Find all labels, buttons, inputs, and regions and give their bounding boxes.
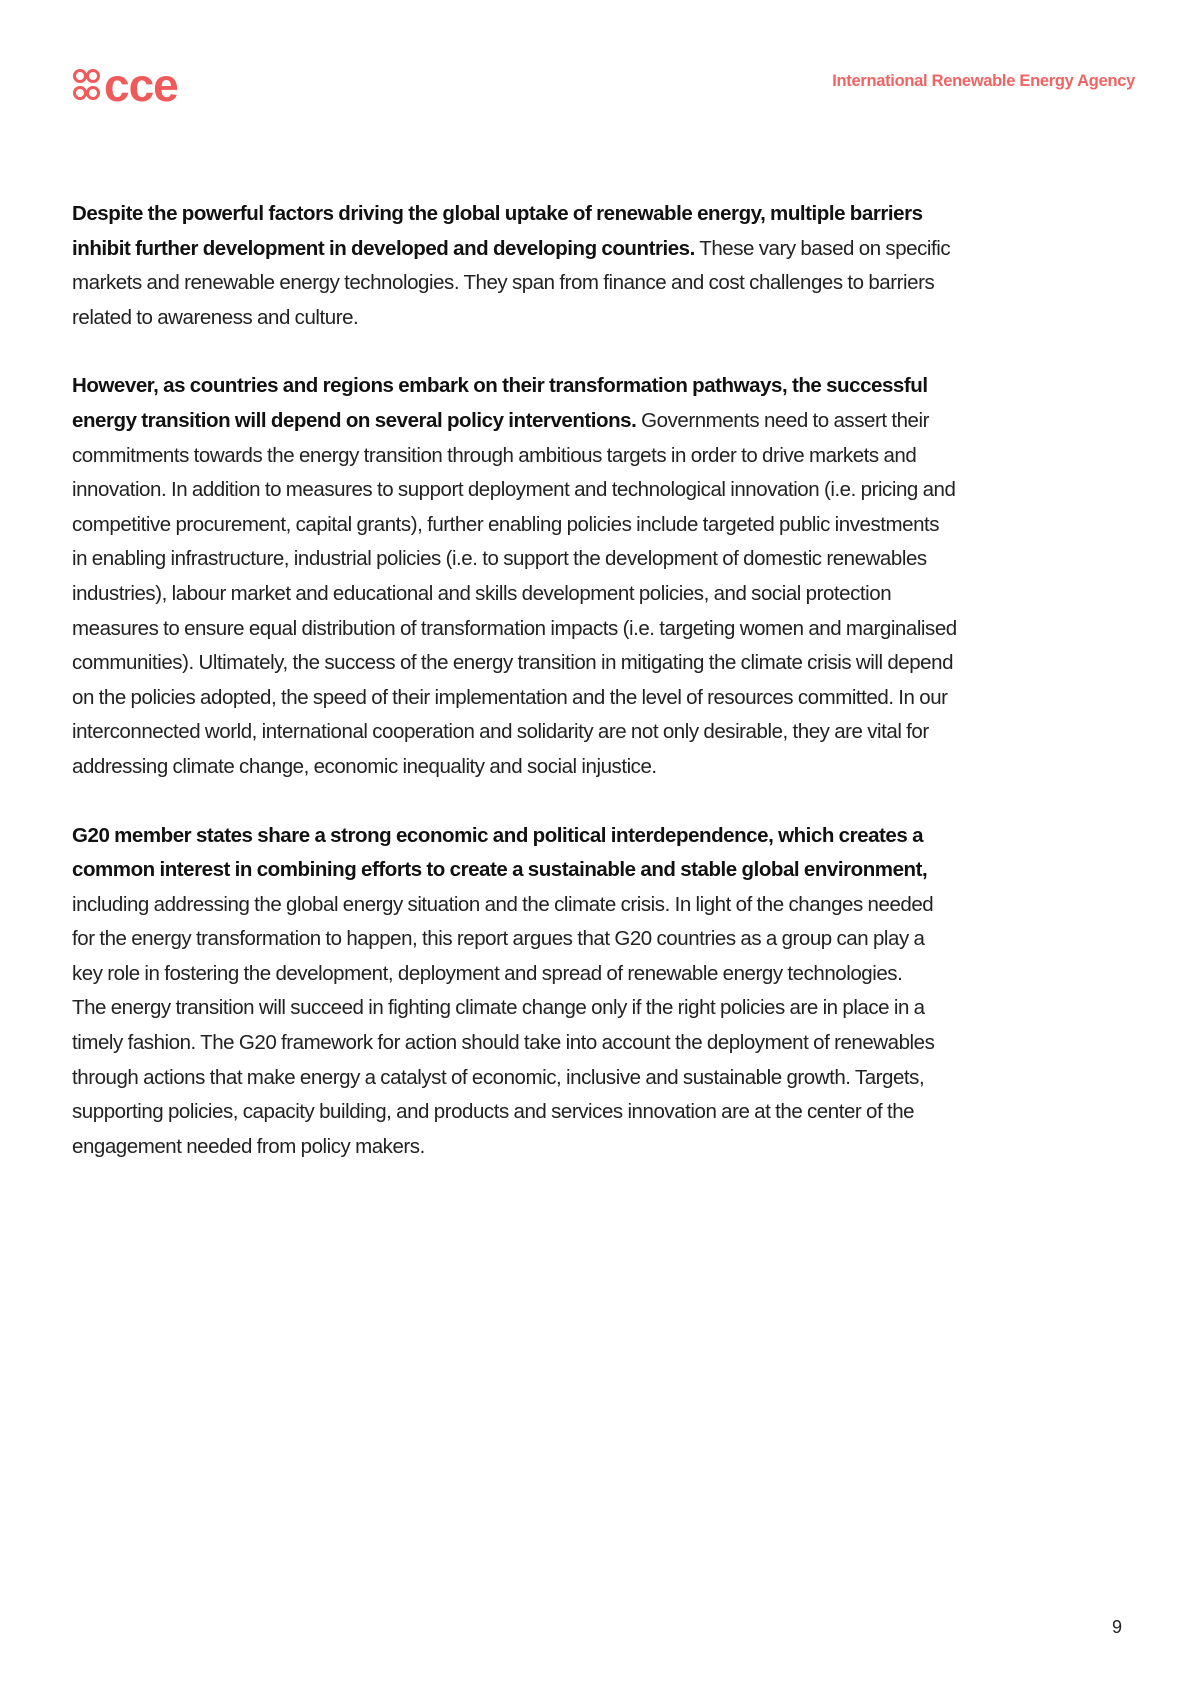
paragraph-4 [72, 991, 957, 1164]
agency-name: International Renewable Energy Agency [832, 72, 1135, 90]
paragraph-2-lead: However, as countries and regions embark on their transformation pathways, the successful energy transition will depend on several policy interventions. [72, 374, 928, 432]
paragraph-1 [72, 197, 957, 335]
paragraph-4-text: The energy transition will succeed in fighting climate change only if the right policies are in place in a timely fashion. The G20 framework for action should take into account the deployment of renewables through actions that make energy a catalyst of economic, inclusive and sustainable growth. Targets, supporting policies, capacity building, and products and services innovation are at the center of the engagement needed from policy makers. [72, 996, 935, 1158]
page-number: 9 [1111, 1617, 1122, 1637]
paragraph-1-text: These vary based on specific markets and renewable energy technologies. They span from finance and cost challenges to barriers related to awareness and culture. [72, 236, 951, 329]
page-header [72, 59, 1135, 122]
logo-knot-icon [72, 68, 102, 102]
paragraph-2 [72, 369, 957, 784]
paragraph-3-lead: G20 member states share a strong economic and political interdependence, which creates a common interest in combining efforts to create a sustainable and stable global environment, [72, 823, 928, 882]
paragraph-3 [72, 819, 957, 992]
paragraph-3-text: including addressing the global energy situation and the climate crisis. In light of the changes needed for the energy transformation to happen, this report argues that G20 countries as a group can play a key role in fostering the development, deployment and spread of renewable energy technologies. [72, 892, 934, 985]
paragraph-1-lead: Despite the powerful factors driving the global uptake of renewable energy, multiple barriers inhibit further development in developed and developing countries. [72, 202, 923, 260]
paragraph-2-text: Governments need to assert their commitments towards the energy transition through ambitious targets in order to drive markets and innovation. In addition to measures to support deployment and technological innovation (i.e. pricing and competitive procurement, capital grants), further enabling policies include targeted public investments in enabling infrastructure, industrial policies (i.e. to support the development of domestic renewables industries), labour market and educational and skills development policies, and social protection measures to ensure equal distribution of transformation impacts (i.e. targeting women and marginalised communities). Ultimately, the success of the energy transition in mitigating the climate crisis will depend on the policies adopted, the speed of their implementation and the level of resources committed. In our interconnected world, international cooperation and solidarity are not only desirable, they are vital for addressing climate change, economic inequality and social injustice. [72, 408, 957, 778]
logo-text: cce [104, 59, 178, 111]
cce-logo [72, 59, 178, 111]
body-text [72, 197, 957, 1164]
